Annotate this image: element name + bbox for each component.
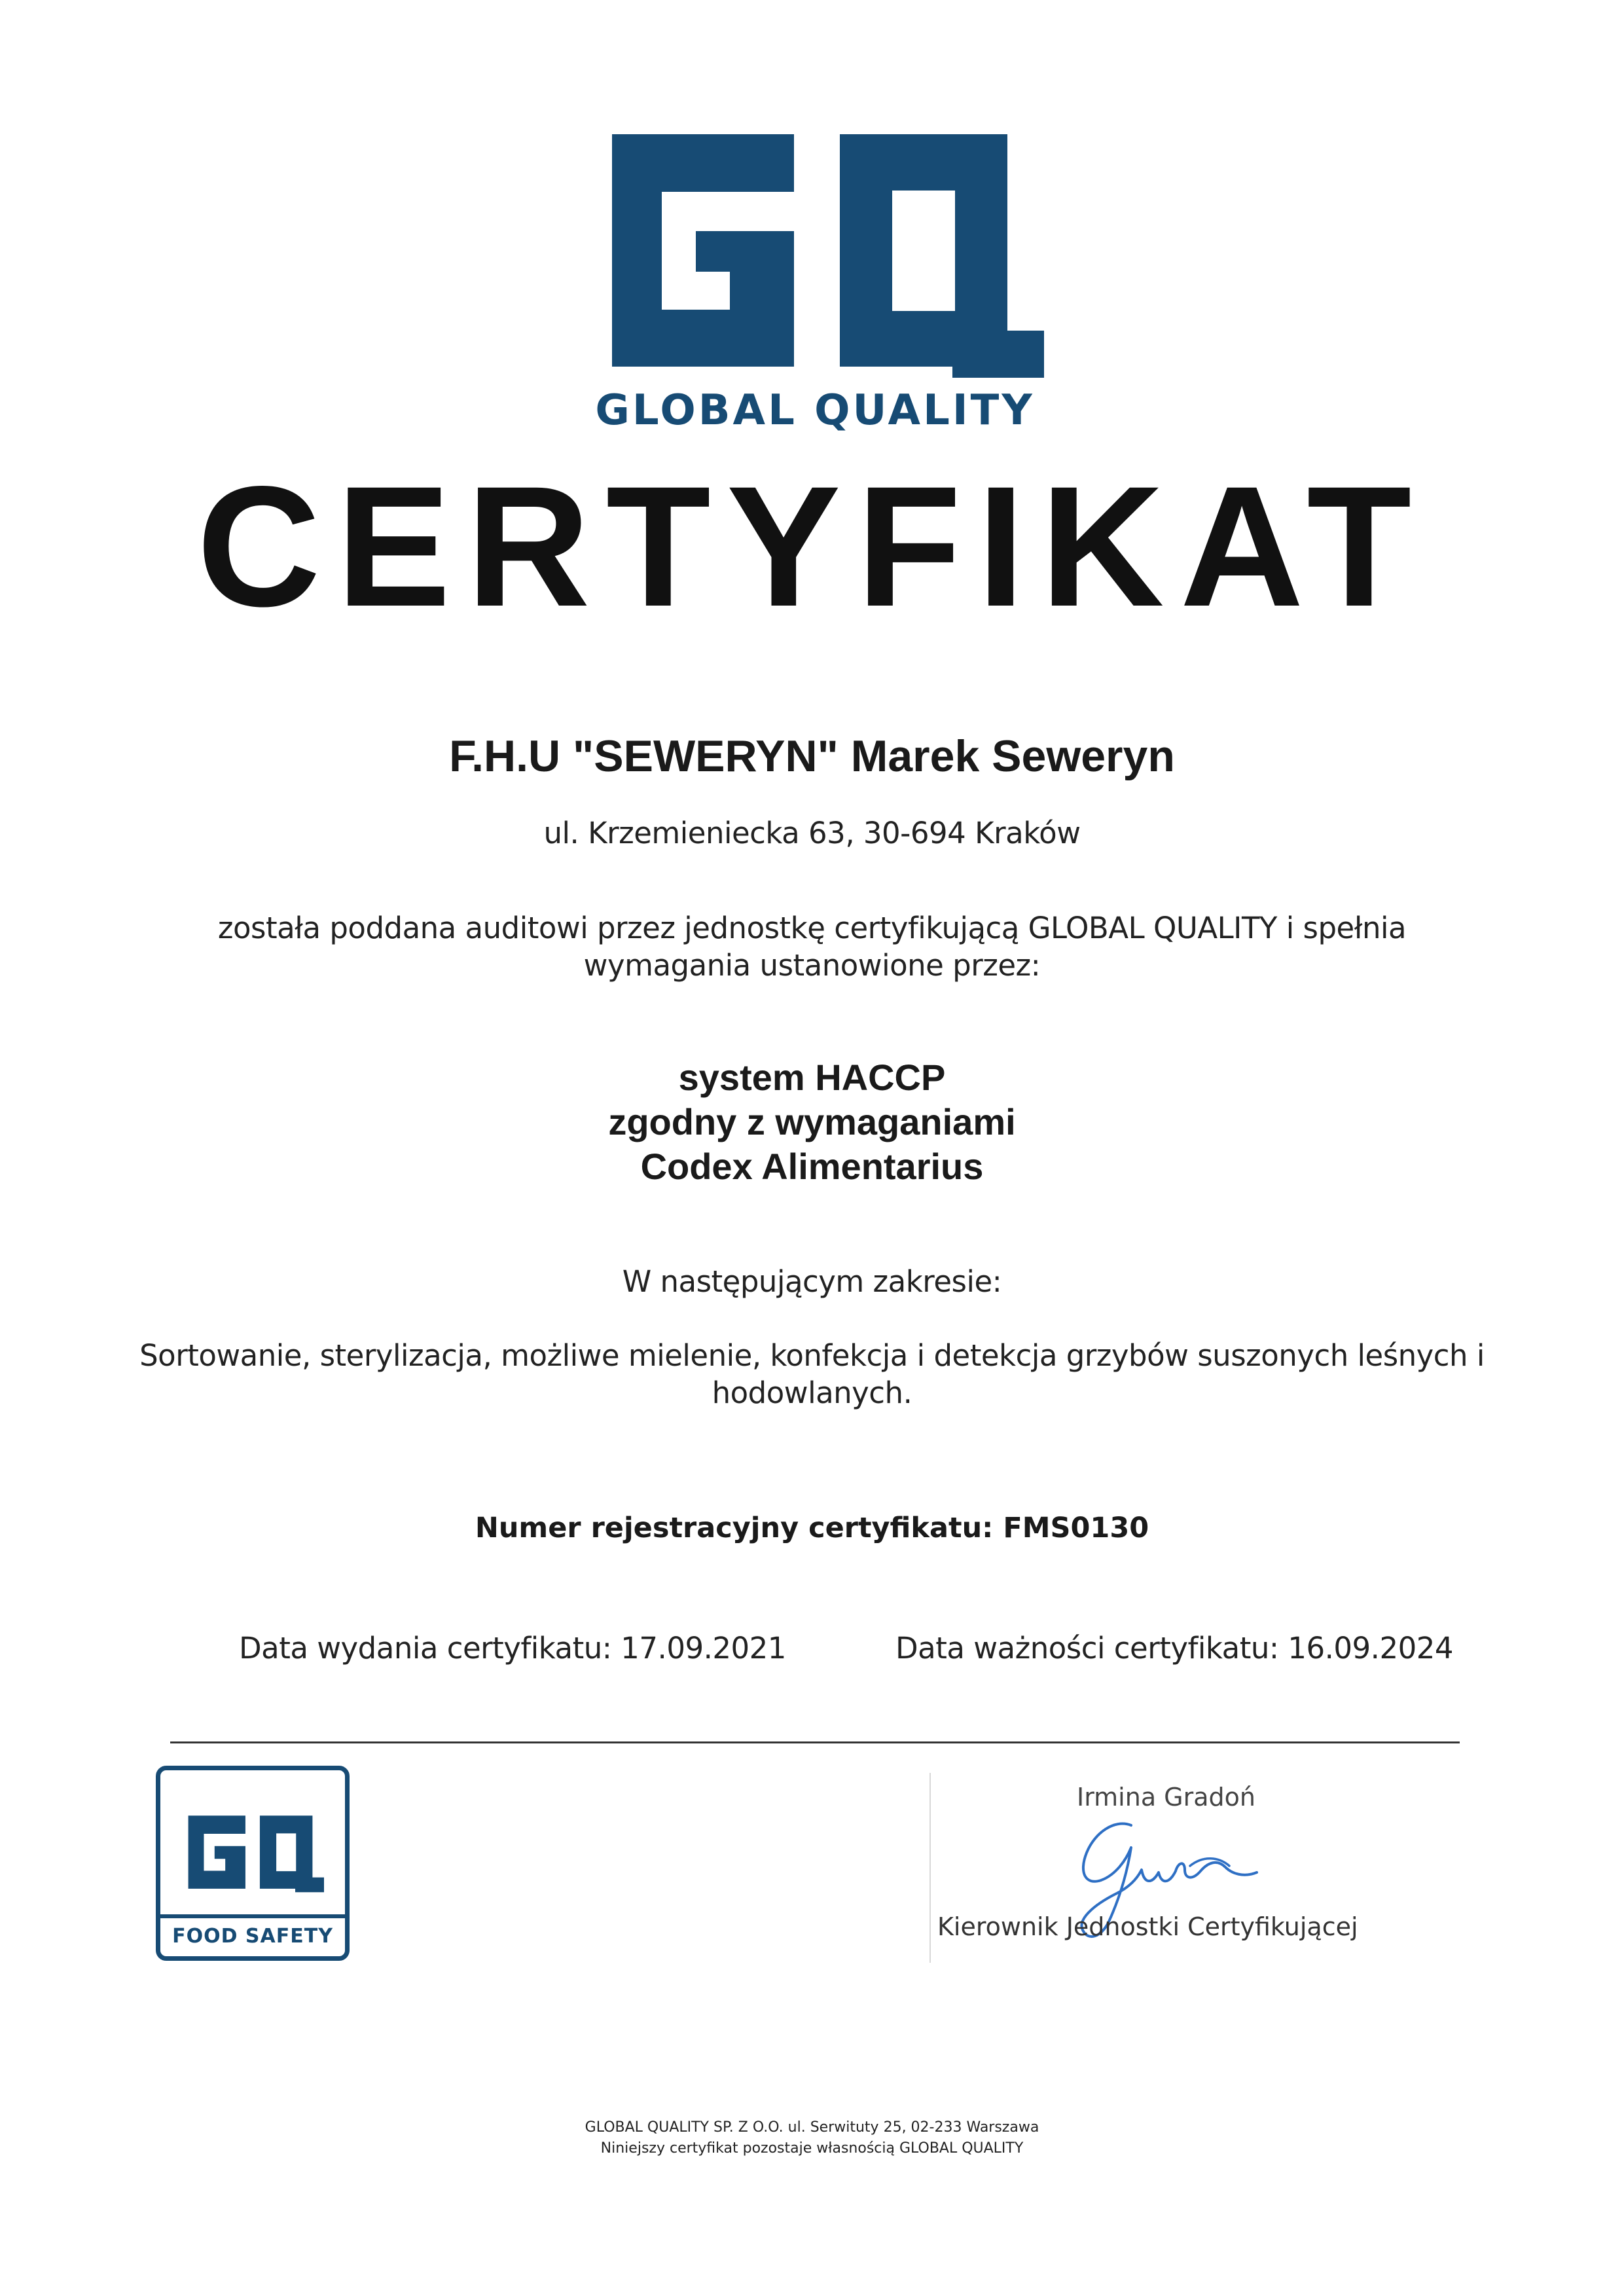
scope-line-1: Sortowanie, sterylizacja, możliwe mielenie, konfekcja i detekcja grzybów suszonych leśnych i	[139, 1338, 1485, 1373]
certificate-title: CERTYFIKAT	[196, 450, 1428, 642]
standard-line-1: system HACCP	[678, 1057, 946, 1098]
statement-line-1: została poddana auditowi przez jednostkę certyfikującą GLOBAL QUALITY i spełnia	[217, 911, 1407, 945]
issue-date: Data wydania certyfikatu: 17.09.2021	[239, 1631, 786, 1666]
gq-badge-mark	[180, 1806, 324, 1904]
badge-divider	[160, 1914, 345, 1918]
standard-line-2: zgodny z wymaganiami	[608, 1101, 1016, 1142]
logo-tagline: GLOBAL QUALITY	[595, 386, 1035, 435]
company-address: ul. Krzemieniecka 63, 30-694 Kraków	[543, 816, 1081, 850]
badge-label: FOOD SAFETY	[172, 1925, 333, 1948]
scope-heading: W następującym zakresie:	[622, 1264, 1002, 1299]
company-name: F.H.U "SEWERYN" Marek Seweryn	[449, 731, 1175, 781]
standard-line-3: Codex Alimentarius	[640, 1146, 984, 1187]
expiry-date: Data ważności certyfikatu: 16.09.2024	[895, 1631, 1453, 1666]
footer-line-2: Niniejszy certyfikat pozostaje własnością GLOBAL QUALITY	[600, 2140, 1024, 2157]
food-safety-badge	[156, 1766, 350, 1961]
signature-separator	[929, 1773, 931, 1963]
global-quality-logo	[586, 134, 1044, 435]
gq-logo-mark	[586, 134, 1044, 383]
signatory-name: Irmina Gradoń	[1077, 1783, 1255, 1812]
statement-line-2: wymagania ustanowione przez:	[583, 948, 1041, 983]
scope-line-2: hodowlanych.	[712, 1376, 912, 1410]
divider-line	[170, 1741, 1460, 1743]
signatory-role: Kierownik Jednostki Certyfikującej	[937, 1912, 1358, 1941]
registration-number: Numer rejestracyjny certyfikatu: FMS0130	[475, 1512, 1149, 1544]
footer-line-1: GLOBAL QUALITY SP. Z O.O. ul. Serwituty 25, 02-233 Warszawa	[585, 2119, 1039, 2136]
